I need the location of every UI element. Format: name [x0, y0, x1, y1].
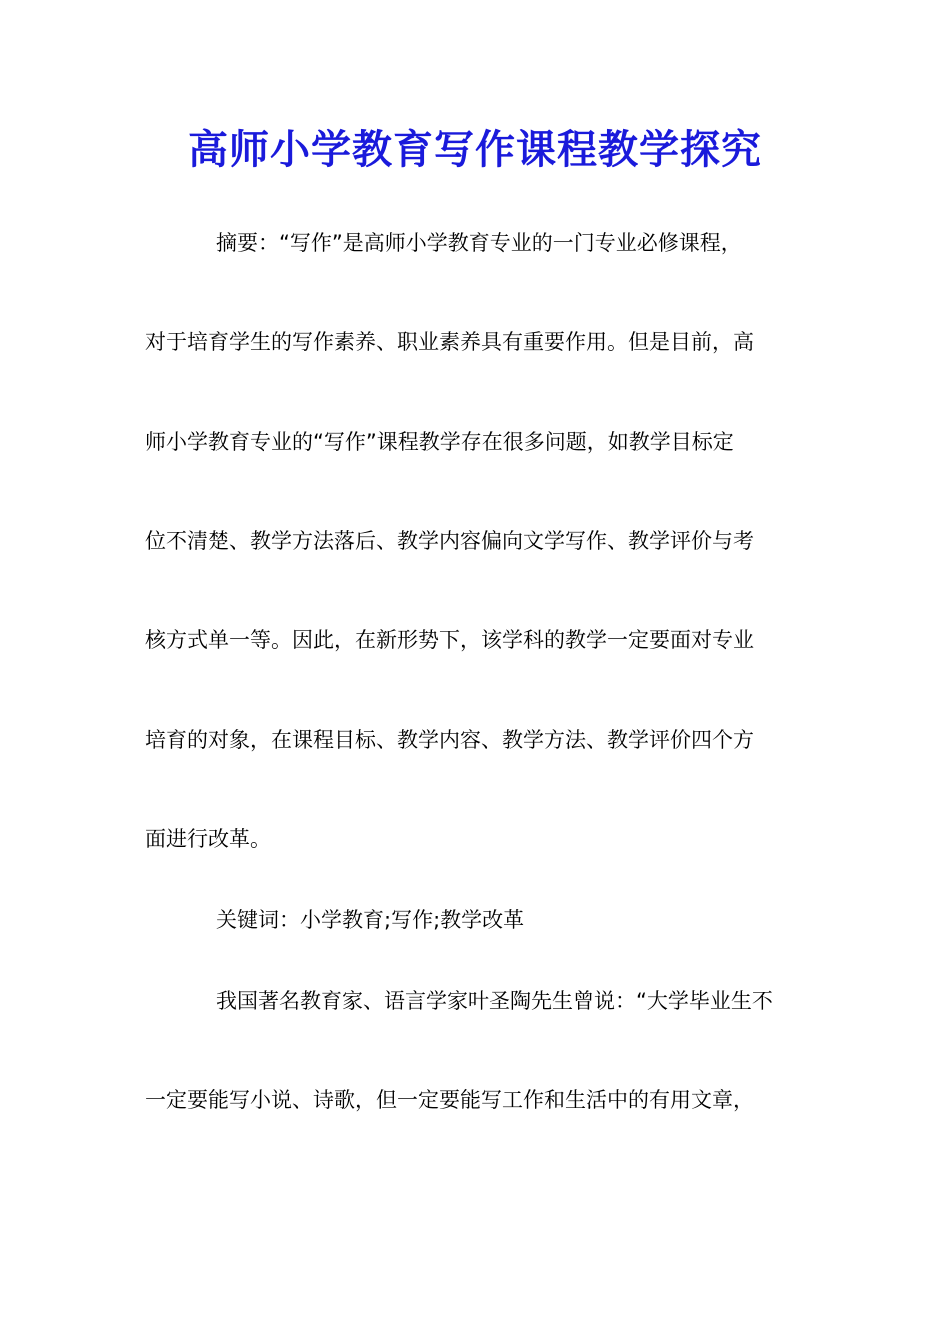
abstract-line-5: 核方式单一等。因此，在新形势下，该学科的教学一定要面对专业: [145, 628, 754, 652]
abstract-line-3: 师小学教育专业的“写作”课程教学存在很多问题，如教学目标定: [145, 430, 734, 454]
body-line-1: 我国著名教育家、语言学家叶圣陶先生曾说：“大学毕业生不: [216, 989, 773, 1013]
abstract-line-4: 位不清楚、教学方法落后、教学内容偏向文学写作、教学评价与考: [145, 529, 754, 553]
keywords-line: 关键词：小学教育;写作;教学改革: [216, 908, 525, 932]
body-line-2: 一定要能写小说、诗歌，但一定要能写工作和生活中的有用文章，: [145, 1088, 754, 1112]
abstract-line-2: 对于培育学生的写作素养、职业素养具有重要作用。但是目前，高: [145, 330, 754, 354]
abstract-line-7: 面进行改革。: [145, 827, 271, 851]
abstract-line-1: 摘要：“写作”是高师小学教育专业的一门专业必修课程，: [216, 231, 742, 255]
document-title: 高师小学教育写作课程教学探究: [188, 126, 762, 173]
abstract-line-6: 培育的对象，在课程目标、教学内容、教学方法、教学评价四个方: [145, 728, 754, 752]
